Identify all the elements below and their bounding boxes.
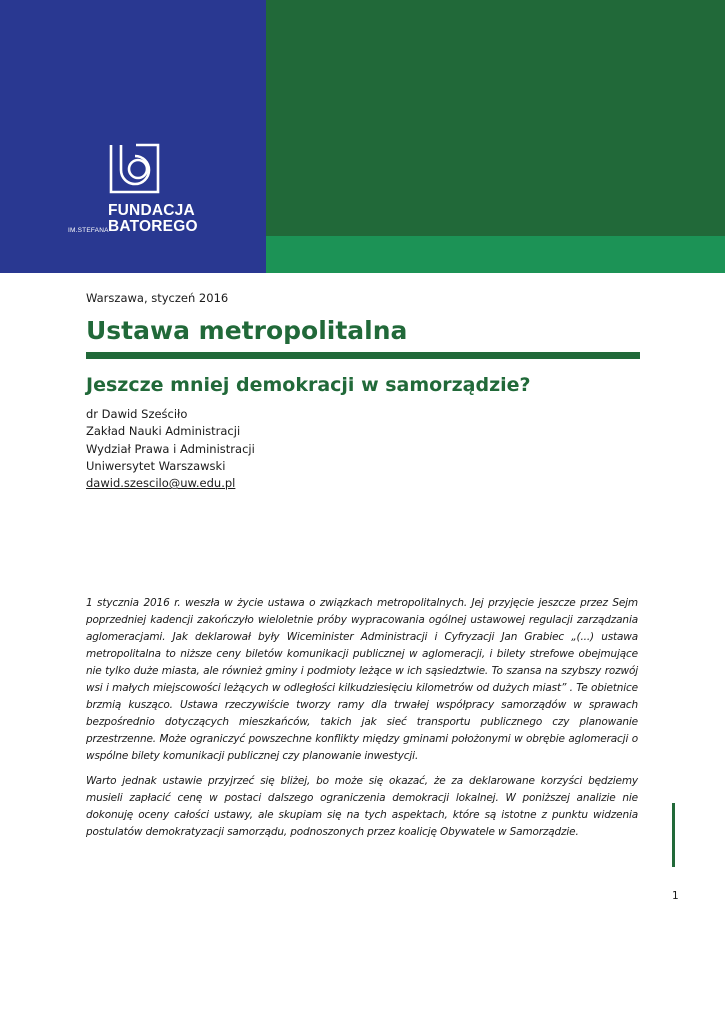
- author-university: Uniwersytet Warszawski: [86, 458, 226, 473]
- header-green-stripe: [266, 236, 725, 273]
- document-date: Warszawa, styczeń 2016: [86, 291, 229, 305]
- page-number: 1: [672, 890, 679, 902]
- body-paragraph: Warto jednak ustawie przyjrzeć się bliżej, bo może się okazać, że za deklarowane korzyści będziemy musieli zapłacić cenę w postaci dalszego ograniczenia demokracji lokalnej. W poniższej analizie nie dokonuję oceny całości ustawy, ale skupiam się na tych aspektach, które są istotne z punktu widzenia postulatów demokratyzacji samorządu, podnoszonych przez koalicję Obywatele w Samorządzie.: [86, 775, 638, 838]
- author-department: Zakład Nauki Administracji: [86, 424, 241, 439]
- foundation-logo-icon: [108, 142, 161, 195]
- logo-text-fundacja: FUNDACJA: [108, 202, 195, 219]
- margin-accent-rule: [672, 803, 675, 867]
- header-green-panel: [266, 0, 725, 236]
- author-block: [86, 406, 255, 492]
- document-subtitle: Jeszcze mniej demokracji w samorządzie?: [86, 374, 531, 396]
- document-body: [86, 595, 638, 849]
- title-underline-rule: [86, 352, 640, 359]
- logo-text-batorego: BATOREGO: [108, 218, 198, 235]
- body-paragraph: 1 stycznia 2016 r. weszła w życie ustawa o związkach metropolitalnych. Jej przyjęcie jeszcze przez Sejm poprzedniej kadencji zakończyło wieloletnie próby wypracowania ogólnej ustawowej regulacji zarządzania aglomeracjami. Jak deklarował były Wiceminister Administracji i Cyfryzacji Jan Grabiec „(...) ustawa metropolitalna to niższe ceny biletów komunikacji publicznej w aglomeracji, i bilety strefowe obejmujące nie tylko duże miasta, ale również gminy i podmioty leżące w ich sąsiedztwie. To szansa na szybszy rozwój wsi i małych miejscowości leżących w odległości kilkudziesięciu kilometrów od dużych miast” . Te obietnice brzmią kusząco. Ustawa rzeczywiście tworzy ramy dla trwałej współpracy samorządów w sprawach bezpośrednio dotyczących mieszkańców, takich jak sieć transportu publicznego czy planowanie przestrzenne. Może ograniczyć powszechne konflikty między gminami położonymi w obrębie aglomeracji o wspólne bilety komunikacji publicznej czy planowanie inwestycji.: [86, 597, 638, 762]
- document-title: Ustawa metropolitalna: [86, 316, 408, 345]
- logo-text-im-stefana: IM.STEFANA: [68, 227, 109, 234]
- author-faculty: Wydział Prawa i Administracji: [86, 441, 255, 456]
- author-name: dr Dawid Sześciło: [86, 407, 188, 421]
- author-email-link[interactable]: dawid.szescilo@uw.edu.pl: [86, 476, 236, 491]
